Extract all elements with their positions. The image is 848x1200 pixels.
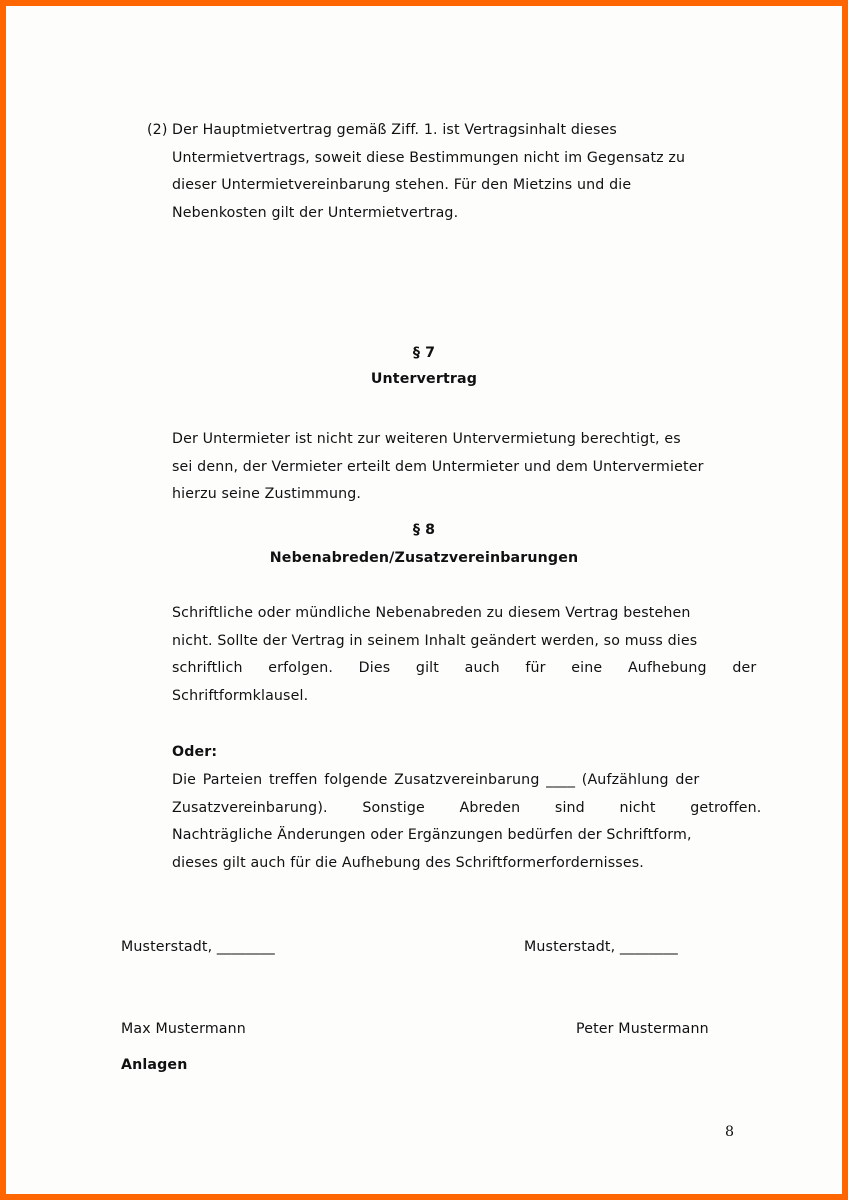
text-line: Die Parteien treffen folgende Zusatzvereinbarung ____ (Aufzählung der: [172, 772, 700, 788]
text-line: sei denn, der Vermieter erteilt dem Untermieter und dem Untervermieter: [172, 458, 704, 475]
section-8-paragraph-1: [172, 600, 757, 710]
text-line: hierzu seine Zustimmung.: [172, 486, 362, 503]
attachments-heading: Anlagen: [121, 1057, 188, 1073]
document-page: [6, 6, 842, 1194]
section-7-title: Untervertrag: [370, 371, 478, 387]
clause-item-number: (2): [147, 122, 168, 138]
text-line: Der Hauptmietvertrag gemäß Ziff. 1. ist Vertragsinhalt dieses: [172, 122, 617, 138]
text-line: nicht. Sollte der Vertrag in seinem Inhalt geändert werden, so muss dies: [172, 632, 698, 649]
section-8-number: § 8: [412, 522, 436, 538]
text-line: Nachträgliche Änderungen oder Ergänzungen bedürfen der Schriftform,: [172, 827, 692, 844]
text-line: dieser Untermietvereinbarung stehen. Für den Mietzins und die: [172, 177, 632, 194]
text-line: Zusatzvereinbarung). Sonstige Abreden sind nicht getroffen.: [172, 799, 762, 816]
text-line: Untermietvertrags, soweit diese Bestimmungen nicht im Gegensatz zu: [172, 149, 686, 166]
alternative-label: Oder:: [172, 744, 218, 760]
text-line: [172, 600, 728, 628]
page-number: 8: [725, 1124, 735, 1140]
text-line: dieses gilt auch für die Aufhebung des Schriftformerfordernisses.: [172, 854, 644, 871]
clause-6-2-text: [172, 117, 685, 227]
left-place-date: Musterstadt, ________: [121, 939, 275, 955]
text-line: Schriftformklausel.: [172, 687, 309, 704]
section-8-title: Nebenabreden/Zusatzvereinbarungen: [269, 550, 579, 566]
text-line: schriftlich erfolgen. Dies gilt auch für eine Aufhebung der: [172, 660, 757, 677]
text-line: Nebenkosten gilt der Untermietvertrag.: [172, 204, 459, 221]
right-signatory-name: Peter Mustermann: [576, 1021, 709, 1037]
text-line: Der Untermieter ist nicht zur weiteren Untervermietung berechtigt, es: [172, 431, 681, 447]
section-7-text: [172, 426, 704, 509]
left-signatory-name: Max Mustermann: [121, 1021, 246, 1037]
section-8-paragraph-2: [172, 767, 762, 877]
section-7-number: § 7: [412, 345, 436, 361]
text-line-content: Schriftliche oder mündliche Nebenabreden zu diesem Vertrag bestehen: [172, 605, 691, 621]
right-place-date: Musterstadt, ________: [524, 939, 678, 955]
